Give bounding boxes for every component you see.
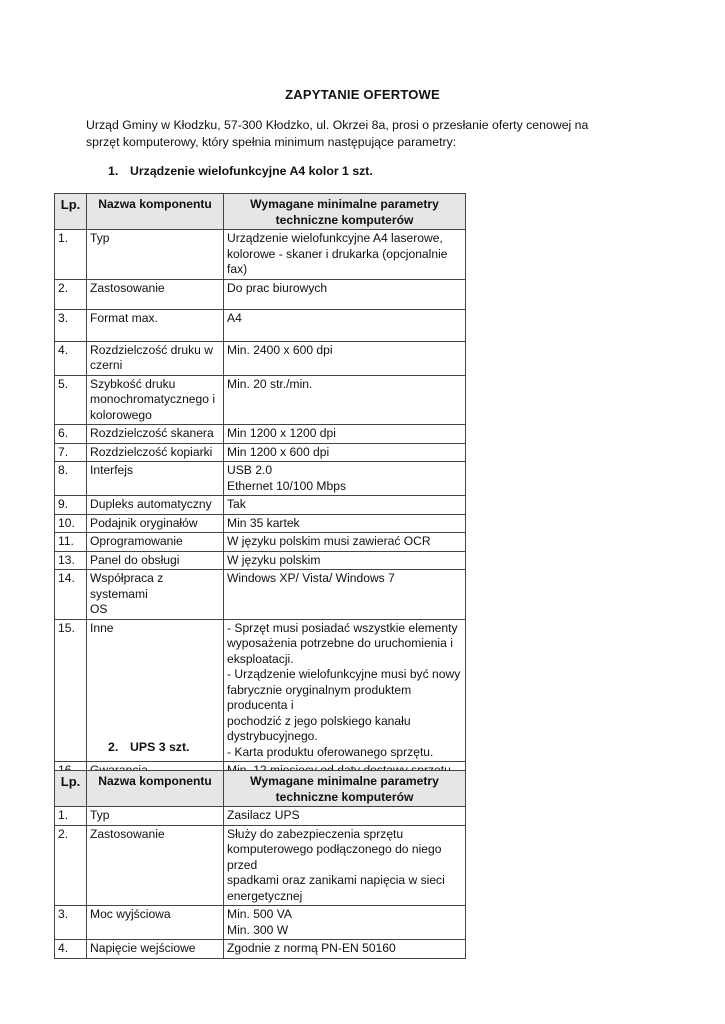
- row-number-cell: 10.: [55, 514, 87, 533]
- parameter-value-cell: Służy do zabezpieczenia sprzętu komputerowego podłączonego do niego przed spadkami oraz zanikami napięcia w sieci energetycznej: [224, 825, 466, 906]
- row-number-cell: 15.: [55, 619, 87, 762]
- parameter-value-cell: Min. 20 str./min.: [224, 375, 466, 425]
- row-number-cell: 7.: [55, 443, 87, 462]
- component-name-cell: Oprogramowanie: [87, 533, 224, 552]
- table-row: [55, 309, 466, 341]
- intro-paragraph: Urząd Gminy w Kłodzku, 57-300 Kłodzko, ul. Okrzei 8a, prosi o przesłanie oferty cenowej na sprzęt komputerowy, który spełnia minimum następujące parametry:: [86, 118, 589, 149]
- component-name-cell: Format max.: [87, 309, 224, 341]
- row-number-cell: 2.: [55, 279, 87, 309]
- component-name-cell: Moc wyjściowa: [87, 906, 224, 940]
- column-header-params: Wymagane minimalne parametry techniczne komputerów: [224, 771, 466, 807]
- table-row: [55, 341, 466, 375]
- component-name-cell: Zastosowanie: [87, 279, 224, 309]
- parameter-value-cell: Min 1200 x 600 dpi: [224, 443, 466, 462]
- parameter-value-cell: Windows XP/ Vista/ Windows 7: [224, 570, 466, 620]
- component-name-cell: Podajnik oryginałów: [87, 514, 224, 533]
- row-number-cell: 4.: [55, 940, 87, 959]
- component-name-cell: Zastosowanie: [87, 825, 224, 906]
- component-name-cell: Inne: [87, 619, 224, 762]
- table-row: [55, 906, 466, 940]
- parameter-value-cell: Do prac biurowych: [224, 279, 466, 309]
- spec-table-ups: [54, 770, 466, 959]
- section-heading-2: [108, 740, 189, 754]
- section-number: 2.: [108, 740, 119, 754]
- parameter-value-cell: A4: [224, 309, 466, 341]
- component-name-cell: Typ: [87, 230, 224, 280]
- row-number-cell: 3.: [55, 309, 87, 341]
- section-title: UPS 3 szt.: [130, 740, 190, 754]
- table-row: [55, 825, 466, 906]
- parameter-value-cell: Zgodnie z normą PN-EN 50160: [224, 940, 466, 959]
- table-row: [55, 940, 466, 959]
- parameter-value-cell: - Sprzęt musi posiadać wszystkie elementy wyposażenia potrzebne do uruchomienia i eksploatacji. - Urządzenie wielofunkcyjne musi być nowy fabrycznie oryginalnym produktem producenta i pochodzić z jego polskiego kanału dystrybucyjnego. - Karta produktu oferowanego sprzętu.: [224, 619, 466, 762]
- table-row: [55, 443, 466, 462]
- table-row: [55, 533, 466, 552]
- row-number-cell: 2.: [55, 825, 87, 906]
- row-number-cell: 4.: [55, 341, 87, 375]
- parameter-value-cell: Min 1200 x 1200 dpi: [224, 425, 466, 444]
- column-header-name: Nazwa komponentu: [87, 194, 224, 230]
- row-number-cell: 3.: [55, 906, 87, 940]
- column-header-name: Nazwa komponentu: [87, 771, 224, 807]
- component-name-cell: Panel do obsługi: [87, 551, 224, 570]
- component-name-cell: Rozdzielczość kopiarki: [87, 443, 224, 462]
- section-heading-1: [108, 164, 373, 178]
- parameter-value-cell: Zasilacz UPS: [224, 807, 466, 826]
- table-row: [55, 496, 466, 515]
- table-row: [55, 570, 466, 620]
- row-number-cell: 13.: [55, 551, 87, 570]
- row-number-cell: 5.: [55, 375, 87, 425]
- parameter-value-cell: USB 2.0 Ethernet 10/100 Mbps: [224, 462, 466, 496]
- component-name-cell: Rozdzielczość skanera: [87, 425, 224, 444]
- parameter-value-cell: Urządzenie wielofunkcyjne A4 laserowe, kolorowe - skaner i drukarka (opcjonalnie fax): [224, 230, 466, 280]
- document-title: ZAPYTANIE OFERTOWE: [285, 87, 440, 102]
- table-row: [55, 375, 466, 425]
- row-number-cell: 6.: [55, 425, 87, 444]
- section-title: Urządzenie wielofunkcyjne A4 kolor 1 szt.: [130, 164, 373, 178]
- row-number-cell: 14.: [55, 570, 87, 620]
- parameter-value-cell: W języku polskim musi zawierać OCR: [224, 533, 466, 552]
- table-row: [55, 514, 466, 533]
- row-number-cell: 8.: [55, 462, 87, 496]
- table-row: [55, 462, 466, 496]
- table-row: [55, 425, 466, 444]
- component-name-cell: Współpraca z systemami OS: [87, 570, 224, 620]
- column-header-lp: Lp.: [55, 194, 87, 230]
- row-number-cell: 1.: [55, 807, 87, 826]
- table-row: [55, 279, 466, 309]
- table-row: [55, 807, 466, 826]
- row-number-cell: 11.: [55, 533, 87, 552]
- parameter-value-cell: Min 35 kartek: [224, 514, 466, 533]
- table-header-row: [55, 194, 466, 230]
- parameter-value-cell: W języku polskim: [224, 551, 466, 570]
- component-name-cell: Dupleks automatyczny: [87, 496, 224, 515]
- parameter-value-cell: Min. 500 VA Min. 300 W: [224, 906, 466, 940]
- component-name-cell: Interfejs: [87, 462, 224, 496]
- spec-table-mfp: [54, 193, 466, 781]
- component-name-cell: Szybkość druku monochromatycznego i kolorowego: [87, 375, 224, 425]
- column-header-lp: Lp.: [55, 771, 87, 807]
- component-name-cell: Napięcie wejściowe: [87, 940, 224, 959]
- table-row: [55, 551, 466, 570]
- component-name-cell: Typ: [87, 807, 224, 826]
- row-number-cell: 1.: [55, 230, 87, 280]
- table-header-row: [55, 771, 466, 807]
- row-number-cell: 9.: [55, 496, 87, 515]
- component-name-cell: Rozdzielczość druku w czerni: [87, 341, 224, 375]
- column-header-params: Wymagane minimalne parametry techniczne komputerów: [224, 194, 466, 230]
- parameter-value-cell: Min. 2400 x 600 dpi: [224, 341, 466, 375]
- table-row: [55, 230, 466, 280]
- parameter-value-cell: Tak: [224, 496, 466, 515]
- section-number: 1.: [108, 164, 119, 178]
